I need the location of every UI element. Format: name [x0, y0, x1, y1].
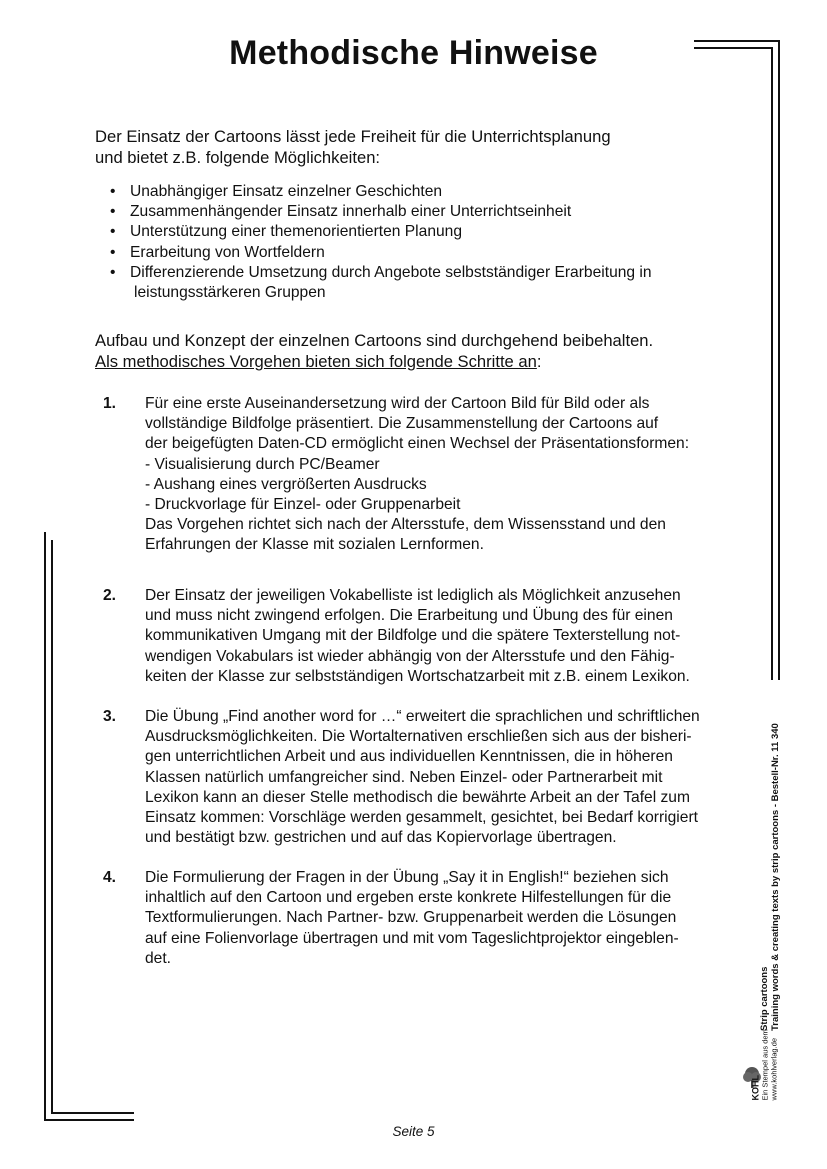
step-line: und muss nicht zwingend erfolgen. Die Erarbeitung und Übung des für einen: [145, 607, 673, 625]
method-intro-line: Aufbau und Konzept der einzelnen Cartoons sind durchgehend beibehalten.: [95, 331, 654, 350]
method-intro-underlined: Als methodisches Vorgehen bieten sich folgende Schritte an: [95, 352, 537, 371]
page-number: Seite 5: [392, 1124, 435, 1139]
step-number: 4.: [103, 869, 117, 886]
step-line: Die Übung „Find another word for …“ erweitert die sprachlichen und schriftlichen: [145, 708, 700, 725]
steps-list: [103, 394, 733, 969]
side-series-title: Strip cartoons: [759, 966, 770, 1031]
intro-paragraph: [95, 126, 735, 168]
intro-line: und bietet z.B. folgende Möglichkeiten:: [95, 148, 381, 167]
frame-bottom-left-outer-h: [44, 1119, 134, 1121]
method-intro: [95, 330, 735, 372]
side-imprint-text: [759, 571, 781, 1031]
step-line: keiten der Klasse zur selbstständigen Wortschatzarbeit mit z.B. einem Lexikon.: [145, 667, 690, 685]
step-sub-item: - Aushang eines vergrößerten Ausdrucks: [145, 475, 427, 493]
list-item: • Unabhängiger Einsatz einzelner Geschichten: [110, 182, 730, 202]
step-line: Erfahrungen der Klasse mit sozialen Lernformen.: [145, 536, 484, 554]
step-line: inhaltlich auf den Cartoon und ergeben erste konkrete Hilfestellungen für die: [145, 889, 672, 907]
step-item: [103, 707, 733, 868]
list-item: • Zusammenhängender Einsatz innerhalb einer Unterrichtseinheit: [110, 202, 730, 222]
step-line: und bestätigt bzw. gestrichen und auf das Kopiervorlage übertragen.: [145, 829, 617, 847]
frame-bottom-left-inner-h: [51, 1112, 134, 1114]
list-item-continuation: leistungsstärkeren Gruppen: [134, 284, 326, 302]
step-sub-item: - Druckvorlage für Einzel- oder Gruppenarbeit: [145, 496, 461, 514]
step-line: Für eine erste Auseinandersetzung wird der Cartoon Bild für Bild oder als: [145, 395, 650, 412]
step-item: [103, 394, 733, 586]
publisher-url: www.kohlverlag.de: [769, 1037, 779, 1101]
frame-bottom-left-outer-v: [44, 532, 46, 1120]
step-body: [145, 394, 733, 556]
step-line: Lexikon kann an dieser Stelle methodisch die bewährte Arbeit an der Tafel zum: [145, 788, 690, 806]
step-line: Textformulierungen. Nach Partner- bzw. Gruppenarbeit werden die Lösungen: [145, 909, 677, 927]
publisher-logo-text: [752, 1011, 779, 1101]
step-line: auf eine Folienvorlage übertragen und mit vom Tageslichtprojektor eingeblen-: [145, 929, 679, 947]
step-number: 3.: [103, 708, 117, 725]
page-title: Methodische Hinweise: [229, 34, 598, 72]
publisher-logo: [740, 1020, 790, 1101]
step-item: [103, 868, 733, 969]
step-item: [103, 586, 733, 707]
step-line: Klassen natürlich umfangreicher sind. Neben Einzel- oder Partnerarbeit mit: [145, 768, 663, 786]
intro-line: Der Einsatz der Cartoons lässt jede Freiheit für die Unterrichtsplanung: [95, 127, 611, 146]
step-line: Das Vorgehen richtet sich nach der Altersstufe, dem Wissensstand und den: [145, 516, 666, 534]
possibilities-list: [110, 182, 730, 303]
step-number: 1.: [103, 395, 117, 412]
list-item: [110, 263, 730, 303]
method-intro-colon: :: [536, 352, 542, 371]
step-body: [145, 586, 733, 687]
step-body: [145, 868, 733, 969]
side-imprint: [740, 560, 800, 1030]
list-item-text: Differenzierende Umsetzung durch Angebote selbstständiger Erarbeitung in: [130, 263, 652, 281]
step-number: 2.: [103, 587, 117, 604]
frame-bottom-left-inner-v: [51, 540, 53, 1114]
side-product-line: Training words & creating texts by strip cartoons - Bestell-Nr. 11 340: [770, 723, 781, 1031]
step-line: Ausdrucksmöglichkeiten. Die Wortalternativen erschließen sich aus der bisheri-: [145, 728, 692, 746]
step-line: Einsatz kommen: Vorschläge werden gesammelt, gesichtet, bei Bedarf korrigiert: [145, 809, 698, 827]
step-line: Der Einsatz der jeweiligen Vokabelliste ist lediglich als Möglichkeit anzusehen: [145, 587, 681, 604]
list-item: • Unterstützung einer themenorientierten Planung: [110, 222, 730, 242]
step-line: gen unterrichtlichen Arbeit und aus individuellen Kenntnissen, die in höheren: [145, 748, 673, 766]
publisher-tagline: Ein Stempel aus dem: [760, 1029, 770, 1101]
step-line: der beigefügten Daten-CD ermöglicht einen Wechsel der Präsentationsformen:: [145, 435, 690, 453]
step-line: det.: [145, 949, 172, 967]
step-line: vollständige Bildfolge präsentiert. Die Zusammenstellung der Cartoons auf: [145, 415, 659, 433]
step-body: [145, 707, 733, 848]
step-line: kommunikativen Umgang mit der Bildfolge und die spätere Texterstellung not-: [145, 627, 681, 645]
publisher-brand: KOHL: [750, 1075, 761, 1101]
step-line: Die Formulierung der Fragen in der Übung „Say it in English!“ beziehen sich: [145, 869, 669, 886]
step-sub-item: - Visualisierung durch PC/Beamer: [145, 455, 380, 473]
step-line: wendigen Vokabulars ist wieder abhängig von der Altersstufe und den Fähig-: [145, 647, 675, 665]
list-item: • Erarbeitung von Wortfeldern: [110, 243, 730, 263]
